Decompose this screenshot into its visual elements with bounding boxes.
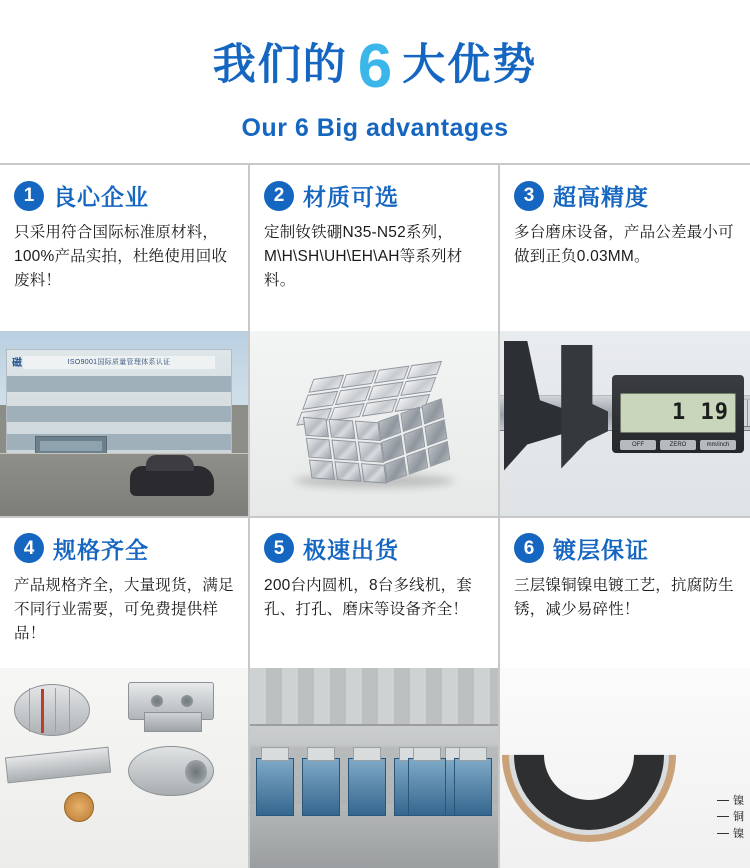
card-text: 200台内圆机，8台多线机，套孔、打孔、磨床等设备齐全！ bbox=[264, 576, 472, 618]
title-suffix: 大优势 bbox=[402, 40, 538, 89]
badge-number: 4 bbox=[14, 533, 44, 563]
bar-magnet bbox=[5, 747, 111, 784]
card-title: 规格齐全 bbox=[53, 536, 149, 563]
badge-number: 6 bbox=[514, 533, 544, 563]
assorted-magnets-photo bbox=[0, 668, 248, 868]
advantage-card-6 bbox=[500, 516, 750, 868]
badge-number: 3 bbox=[514, 181, 544, 211]
advantage-card-5 bbox=[250, 516, 500, 868]
main-title bbox=[0, 30, 750, 100]
factory-sign: ISO9001国际质量管理体系认证 bbox=[23, 356, 215, 369]
coin-for-scale bbox=[64, 792, 94, 822]
layer-label-3: 镍 bbox=[717, 826, 744, 843]
car-shape bbox=[130, 466, 214, 496]
poster-header bbox=[0, 0, 750, 160]
card-header bbox=[514, 179, 738, 212]
digital-caliper-photo bbox=[500, 331, 750, 516]
coating-layers-photo bbox=[500, 668, 750, 868]
workshop-machines-photo bbox=[250, 668, 498, 868]
caliper-button-unit: mm/inch bbox=[700, 440, 736, 450]
card-header bbox=[14, 532, 236, 565]
factory-logo: 磁 bbox=[12, 357, 22, 369]
card-header bbox=[264, 532, 486, 565]
coating-layer-labels bbox=[717, 793, 744, 843]
card-title: 镀层保证 bbox=[553, 536, 649, 563]
card-title: 极速出货 bbox=[303, 536, 399, 563]
caliper-reading: 1 19 bbox=[620, 393, 736, 433]
caliper-button-zero: ZERO bbox=[660, 440, 696, 450]
advantage-card-1 bbox=[0, 163, 250, 516]
card-text: 三层镍铜镍电镀工艺，抗腐防生锈，减少易碎性！ bbox=[514, 576, 734, 618]
badge-number: 2 bbox=[264, 181, 294, 211]
card-header bbox=[514, 532, 738, 565]
card-text: 只采用符合国际标准原材料，100%产品实拍，杜绝使用回收废料！ bbox=[14, 224, 228, 290]
title-number: 6 bbox=[357, 32, 393, 101]
advantage-card-4 bbox=[0, 516, 250, 868]
magnet-cube-shape bbox=[292, 361, 456, 493]
advantages-grid bbox=[0, 163, 750, 868]
card-text: 定制钕铁硼N35-N52系列，M\H\SH\UH\EH\AH等系列材料。 bbox=[264, 224, 463, 290]
layer-label-2: 铜 bbox=[717, 809, 744, 826]
card-text: 产品规格齐全，大量现货，满足不同行业需要，可免费提供样品！ bbox=[14, 576, 234, 642]
magnet-cube-photo bbox=[250, 331, 498, 516]
layer-label-1: 镍 bbox=[717, 793, 744, 810]
card-text: 多台磨床设备，产品公差最小可做到正负0.03MM。 bbox=[514, 224, 734, 266]
card-header bbox=[14, 179, 236, 212]
caliper-display bbox=[612, 375, 744, 453]
badge-number: 1 bbox=[14, 181, 44, 211]
block-magnet-small bbox=[144, 712, 202, 732]
disc-magnet-stack bbox=[14, 684, 90, 736]
card-title: 超高精度 bbox=[553, 184, 649, 210]
ring-magnet-stack bbox=[128, 746, 214, 796]
advantage-card-2 bbox=[250, 163, 500, 516]
factory-building-photo bbox=[0, 331, 248, 516]
badge-number: 5 bbox=[264, 533, 294, 563]
card-title: 材质可选 bbox=[303, 184, 399, 210]
card-title: 良心企业 bbox=[53, 184, 149, 210]
card-header bbox=[264, 179, 486, 212]
caliper-button-off: OFF bbox=[620, 440, 656, 450]
advantage-card-3 bbox=[500, 163, 750, 516]
subtitle: Our 6 Big advantages bbox=[241, 114, 509, 142]
title-prefix: 我们的 bbox=[212, 40, 348, 89]
